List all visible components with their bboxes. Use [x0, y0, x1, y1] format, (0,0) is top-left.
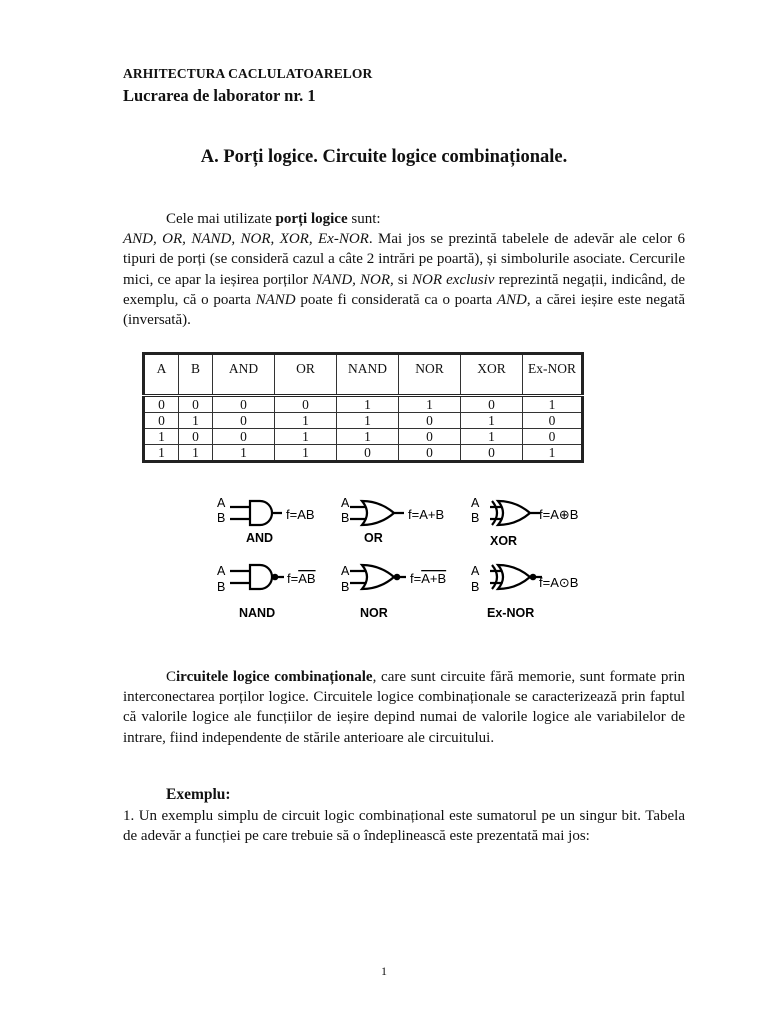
and-input-b: B [217, 511, 226, 525]
xor-function: f=A⊕B [539, 507, 579, 522]
combinational-bold: ircuitele logice combinaționale [176, 669, 373, 685]
truth-table-cell: 1 [213, 445, 275, 462]
lab-title: Lucrarea de laborator nr. 1 [123, 86, 316, 105]
page-number: 1 [381, 964, 387, 978]
truth-table-cell: 0 [337, 445, 399, 462]
truth-table-cell: 1 [337, 429, 399, 445]
xor-label: XOR [490, 534, 518, 548]
nand-function-over: AB [298, 571, 316, 586]
col-header: Ex-NOR [523, 354, 583, 396]
col-header: A [144, 354, 179, 396]
and-input-a: A [217, 496, 226, 510]
truth-table-cell: 0 [144, 413, 179, 429]
exnor-input-a: A [471, 564, 480, 578]
truth-table-cell: 0 [399, 445, 461, 462]
exnor-label: Ex-NOR [487, 606, 535, 620]
combinational-paragraph [123, 667, 685, 748]
intro-lead: Cele mai utilizate [166, 211, 276, 227]
truth-table-cell: 1 [144, 429, 179, 445]
intro-text-3: reprezintă negații, indicând, de exemplu, că o poarta [123, 271, 685, 308]
gate-list: AND, OR, NAND, NOR, XOR, Ex-NOR [123, 231, 369, 248]
xor-input-a: A [471, 496, 480, 510]
intro-text-5: , a cărei ieșire este negată (inversată). [123, 291, 685, 329]
truth-table-cell: 0 [144, 396, 179, 413]
intro-text-1: . Mai jos se prezintă tabelele de adevăr ale celor 6 tipuri de porți (se consideră cazul a câte 2 intrări pe poartă), și simbolurile asociate. Cercurile mici, ce apar la ieșirea porților [123, 231, 685, 288]
or-input-a: A [341, 496, 350, 510]
intro-paragraph [123, 209, 685, 330]
truth-table-cell: 0 [179, 396, 213, 413]
truth-table-cell: 1 [523, 445, 583, 462]
truth-table-cell: 1 [461, 413, 523, 429]
or-function: f=A+B [408, 507, 445, 522]
truth-table-cell: 1 [179, 445, 213, 462]
truth-table-row [144, 445, 583, 462]
intro-italic-1: NAND, NOR, [312, 271, 394, 288]
truth-table-row [144, 413, 583, 429]
exnor-input-b: B [471, 580, 480, 594]
nor-input-b: B [341, 580, 350, 594]
or-label: OR [364, 531, 383, 545]
exnor-function: f=A⊙B [539, 575, 579, 590]
nand-input-a: A [217, 564, 226, 578]
col-header: NOR [399, 354, 461, 396]
truth-table [142, 352, 584, 463]
truth-table-cell: 0 [213, 429, 275, 445]
nand-label: NAND [239, 606, 276, 620]
truth-table-cell: 0 [179, 429, 213, 445]
intro-lead-post: sunt: [347, 211, 381, 227]
truth-table-cell: 1 [399, 396, 461, 413]
nor-label: NOR [360, 606, 388, 620]
truth-table-row [144, 396, 583, 413]
truth-table-cell: 1 [523, 396, 583, 413]
intro-text-4: poate fi considerată ca o poarta [295, 291, 497, 308]
truth-table-cell: 0 [213, 396, 275, 413]
truth-table-cell: 1 [337, 396, 399, 413]
intro-italic-2: NOR exclusiv [412, 271, 495, 288]
example-text: 1. Un exemplu simplu de circuit logic combinațional este sumatorul pe un singur bit. Tabela de adevăr a funcției pe care trebuie să o îndeplinească este prezentată mai jos: [123, 808, 685, 845]
nand-input-b: B [217, 580, 226, 594]
truth-table-cell: 0 [275, 396, 337, 413]
nor-function-prefix: f= [410, 571, 422, 586]
course-title: ARHITECTURA CACLULATOARELOR [123, 66, 373, 81]
col-header: OR [275, 354, 337, 396]
truth-table-cell: 0 [213, 413, 275, 429]
nand-function [287, 571, 316, 586]
truth-table-cell: 0 [523, 429, 583, 445]
truth-table-cell: 0 [461, 445, 523, 462]
truth-table-cell: 0 [399, 413, 461, 429]
truth-table-cell: 1 [461, 429, 523, 445]
intro-lead-bold: porți logice [275, 211, 348, 227]
truth-table-cell: 0 [461, 396, 523, 413]
truth-table-header [144, 354, 583, 396]
col-header: NAND [337, 354, 399, 396]
truth-table-cell: 1 [179, 413, 213, 429]
truth-table-cell: 1 [275, 445, 337, 462]
col-header: AND [213, 354, 275, 396]
nor-input-a: A [341, 564, 350, 578]
section-title: A. Porți logice. Circuite logice combinaționale. [200, 147, 568, 167]
truth-table-cell: 1 [337, 413, 399, 429]
or-input-b: B [341, 511, 350, 525]
truth-table-row [144, 429, 583, 445]
col-header: B [179, 354, 213, 396]
and-label: AND [246, 531, 274, 545]
truth-table-cell: 0 [523, 413, 583, 429]
example-heading: Exemplu: [166, 786, 231, 803]
intro-text-2: si [393, 271, 413, 288]
intro-italic-3: NAND [255, 291, 296, 308]
intro-italic-4: AND [496, 291, 527, 308]
nor-function [410, 571, 446, 586]
col-header: XOR [461, 354, 523, 396]
gate-symbols [200, 495, 579, 625]
xor-input-b: B [471, 511, 480, 525]
combinational-c: C [166, 669, 177, 685]
truth-table-cell: 1 [275, 429, 337, 445]
truth-table-cell: 0 [399, 429, 461, 445]
truth-table-cell: 1 [144, 445, 179, 462]
example-paragraph [123, 806, 685, 846]
and-function: f=AB [286, 507, 315, 522]
nor-function-over: A+B [421, 571, 447, 586]
truth-table-cell: 1 [275, 413, 337, 429]
combinational-text: , care sunt circuite fără memorie, sunt formate prin interconectarea porților logice. Circuitele logice combinaționale se caracterizează prin faptul că valorile logice ale funcțiilor de ieșire depind numai de valorile logice ale variabilelor de intrare, fiind independente de stările anterioare ale circuitului. [123, 669, 686, 746]
nand-function-prefix: f= [287, 571, 299, 586]
